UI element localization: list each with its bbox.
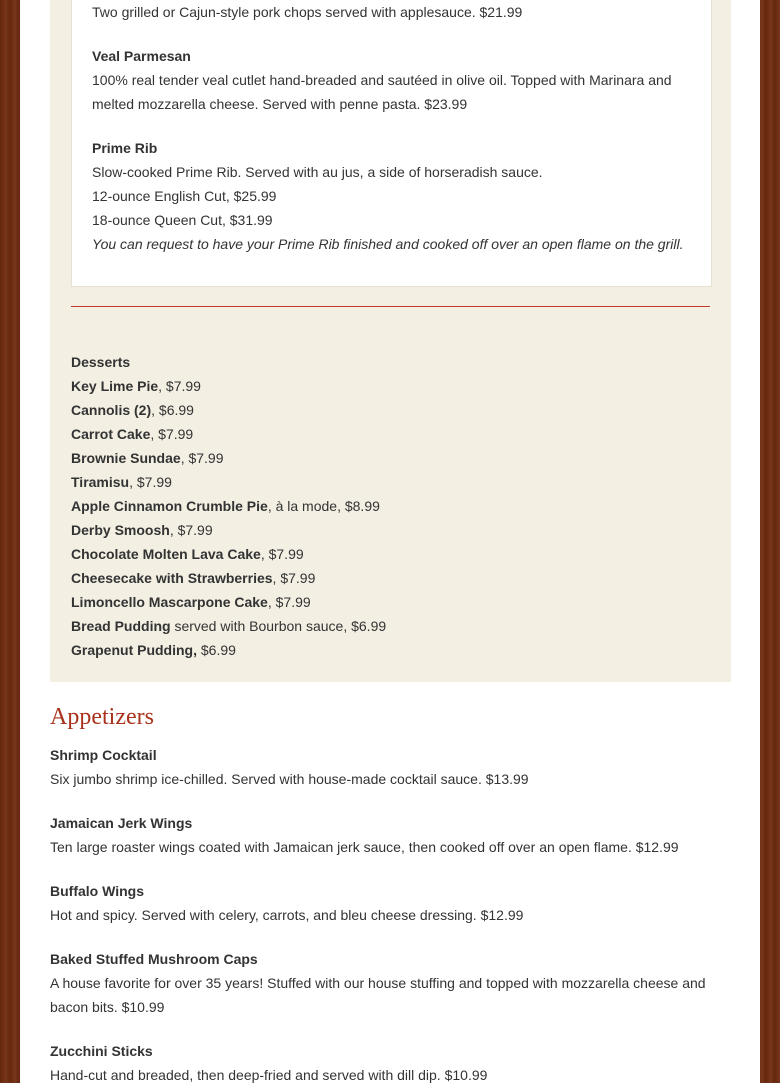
- prime-rib-desc: Slow-cooked Prime Rib. Served with au jus, a side of horseradish sauce.: [92, 164, 543, 180]
- dessert-name: Key Lime Pie: [71, 378, 159, 394]
- desserts-heading: Desserts: [71, 354, 131, 370]
- dessert-name: Bread Pudding: [71, 618, 171, 634]
- dessert-price: , $7.99: [180, 450, 224, 466]
- dessert-name: Cheesecake with Strawberries: [71, 570, 273, 586]
- dessert-item: [71, 542, 711, 566]
- dessert-price: , à la mode, $8.99: [267, 498, 380, 514]
- appetizers-title: Appetizers: [50, 704, 154, 730]
- dessert-item: [71, 494, 711, 518]
- entree-card: [71, 0, 712, 287]
- dessert-price: , $7.99: [267, 594, 311, 610]
- menu-page: [20, 0, 760, 1083]
- dessert-item: [71, 638, 711, 662]
- prime-rib-title: Prime Rib: [92, 140, 158, 156]
- appetizer-name: Shrimp Cocktail: [50, 747, 157, 763]
- dessert-name: Chocolate Molten Lava Cake: [71, 546, 261, 562]
- appetizer-desc: Hot and spicy. Served with celery, carrots, and bleu cheese dressing. $12.99: [50, 907, 524, 923]
- dessert-item: [71, 446, 711, 470]
- appetizer-name: Baked Stuffed Mushroom Caps: [50, 951, 258, 967]
- section-divider: [71, 306, 710, 307]
- dessert-price: , $7.99: [260, 546, 304, 562]
- appetizer-name: Buffalo Wings: [50, 883, 144, 899]
- appetizer-desc: A house favorite for over 35 years! Stuffed with our house stuffing and topped with mozzarella cheese and bacon bits. $10.99: [50, 975, 706, 1015]
- dessert-price: , $7.99: [129, 474, 172, 490]
- veal-parmesan-title: Veal Parmesan: [92, 48, 191, 64]
- appetizer-desc: Six jumbo shrimp ice-chilled. Served with house-made cocktail sauce. $13.99: [50, 771, 529, 787]
- dessert-name: Cannolis (2): [71, 402, 152, 418]
- dessert-name: Carrot Cake: [71, 426, 151, 442]
- pork-chops-desc: Two grilled or Cajun-style pork chops served with applesauce. $21.99: [92, 4, 523, 20]
- appetizer-desc: Hand-cut and breaded, then deep-fried and served with dill dip. $10.99: [50, 1067, 488, 1083]
- appetizer-name: Zucchini Sticks: [50, 1043, 153, 1059]
- appetizers-list: [50, 743, 730, 1083]
- dessert-item: [71, 518, 711, 542]
- dessert-price: , $6.99: [151, 402, 194, 418]
- dessert-price: $6.99: [197, 642, 236, 658]
- appetizer-desc: Ten large roaster wings coated with Jamaican jerk sauce, then cooked off over an open flame. $12.99: [50, 839, 679, 855]
- dessert-name: Apple Cinnamon Crumble Pie: [71, 498, 268, 514]
- dessert-name: Grapenut Pudding,: [71, 642, 197, 658]
- dessert-price: , $7.99: [272, 570, 316, 586]
- dessert-item: [71, 374, 711, 398]
- dessert-price: , $7.99: [169, 522, 213, 538]
- prime-rib-cut-queen: 18-ounce Queen Cut, $31.99: [92, 212, 273, 228]
- dessert-name: Tiramisu: [71, 474, 130, 490]
- dessert-price: , $7.99: [150, 426, 194, 442]
- dessert-item: [71, 422, 711, 446]
- entrees-section: [50, 0, 731, 682]
- appetizer-name: Jamaican Jerk Wings: [50, 815, 193, 831]
- prime-rib-cut-english: 12-ounce English Cut, $25.99: [92, 188, 277, 204]
- dessert-name: Limoncello Mascarpone Cake: [71, 594, 268, 610]
- dessert-item: [71, 614, 711, 638]
- prime-rib-note: You can request to have your Prime Rib finished and cooked off over an open flame on the grill.: [92, 236, 684, 252]
- veal-parmesan-desc: 100% real tender veal cutlet hand-breaded and sautéed in olive oil. Topped with Marinara and melted mozzarella cheese. Served with penne pasta. $23.99: [92, 72, 672, 112]
- dessert-price: served with Bourbon sauce, $6.99: [170, 618, 387, 634]
- desserts-list: [71, 350, 711, 662]
- dessert-price: , $7.99: [158, 378, 201, 394]
- dessert-name: Derby Smoosh: [71, 522, 170, 538]
- dessert-item: [71, 566, 711, 590]
- dessert-item: [71, 470, 711, 494]
- dessert-item: [71, 398, 711, 422]
- dessert-name: Brownie Sundae: [71, 450, 181, 466]
- dessert-item: [71, 590, 711, 614]
